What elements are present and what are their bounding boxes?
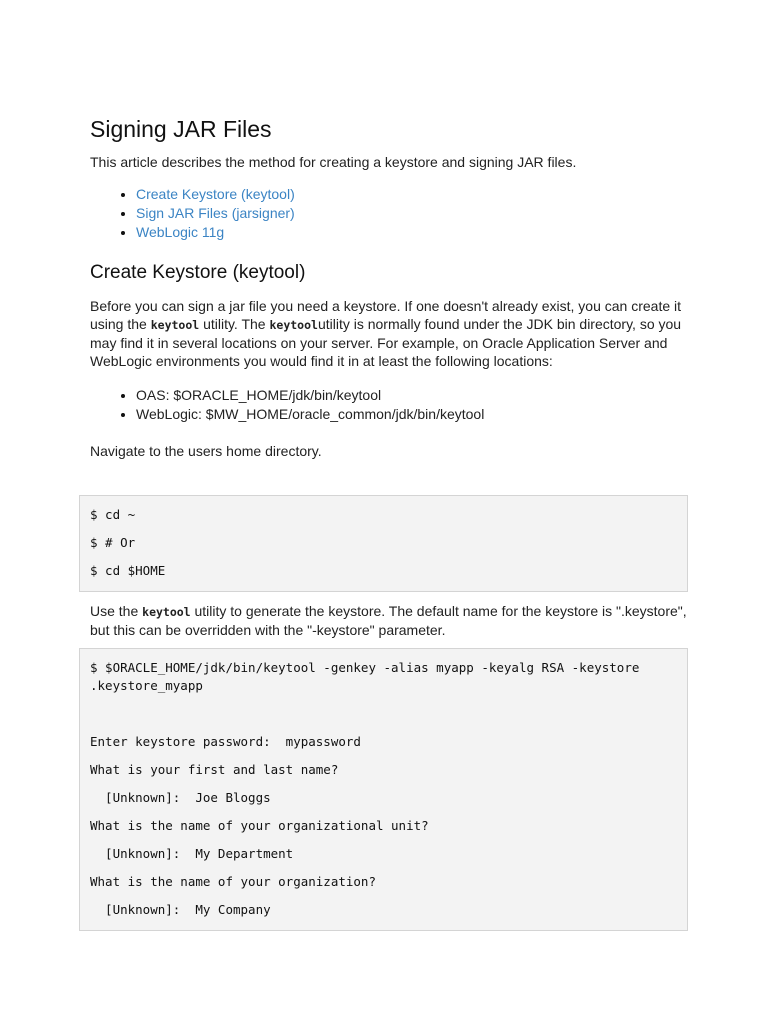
paragraph-text: utility to generate the keystore. The default name for the keystore is ".keystore", but this can be overridden with the "-keystore" parameter. — [90, 603, 687, 638]
code-block-genkey — [79, 648, 688, 931]
code-line: What is the name of your organizational unit? — [90, 818, 429, 833]
paragraph-text: Use the — [90, 603, 143, 619]
section-paragraph — [90, 297, 690, 370]
navigate-text: Navigate to the users home directory. — [90, 443, 322, 459]
code-line: [Unknown]: My Department — [90, 846, 294, 861]
toc-item — [136, 204, 690, 223]
code-block-cd — [79, 495, 688, 592]
toc-link-weblogic[interactable]: WebLogic 11g — [136, 224, 225, 240]
code-line: What is the name of your organization? — [90, 874, 376, 889]
code-line: [Unknown]: Joe Bloggs — [90, 790, 271, 805]
keytool-usage-text — [90, 602, 690, 639]
article-content — [90, 114, 690, 460]
locations-list — [90, 386, 690, 424]
code-line: $ cd ~ — [90, 507, 136, 522]
toc-item — [136, 185, 690, 204]
list-item: • WebLogic: $MW_HOME/oracle_common/jdk/bin/keytool — [136, 405, 690, 424]
code-line: .keystore_myapp — [90, 678, 203, 693]
inline-code: keytool — [269, 318, 318, 332]
inline-code: keytool — [150, 318, 200, 332]
code-line: Enter keystore password: mypassword — [90, 734, 361, 749]
intro-text: This article describes the method for creating a keystore and signing JAR files. — [90, 154, 577, 170]
page-title: Signing JAR Files — [90, 116, 272, 142]
code-line: [Unknown]: My Company — [90, 902, 271, 917]
paragraph-text: Before you can sign a jar file you need a keystore. If one doesn't already exist, you can create it using the — [90, 298, 682, 332]
code-line: $ # Or — [90, 535, 136, 550]
paragraph-text: utility is normally found under the JDK bin directory, so you may find it in several locations on your server. For example, on Oracle Application Server and WebLogic environments you would find it in at least the following locations: — [90, 316, 682, 369]
paragraph-text: utility. The — [199, 316, 270, 332]
code-line: What is your first and last name? — [90, 762, 339, 777]
table-of-contents — [90, 185, 690, 242]
section-heading: Create Keystore (keytool) — [90, 262, 306, 283]
toc-link-sign-jar[interactable]: Sign JAR Files (jarsigner) — [136, 205, 295, 221]
code-line: $ cd $HOME — [90, 563, 166, 578]
toc-link-create-keystore[interactable]: Create Keystore (keytool) — [136, 186, 295, 202]
toc-item — [136, 223, 690, 242]
inline-code: keytool — [142, 605, 191, 619]
code-line: $ $ORACLE_HOME/jdk/bin/keytool -genkey -alias myapp -keyalg RSA -keystore — [90, 660, 640, 675]
list-item: • OAS: $ORACLE_HOME/jdk/bin/keytool — [136, 386, 690, 405]
